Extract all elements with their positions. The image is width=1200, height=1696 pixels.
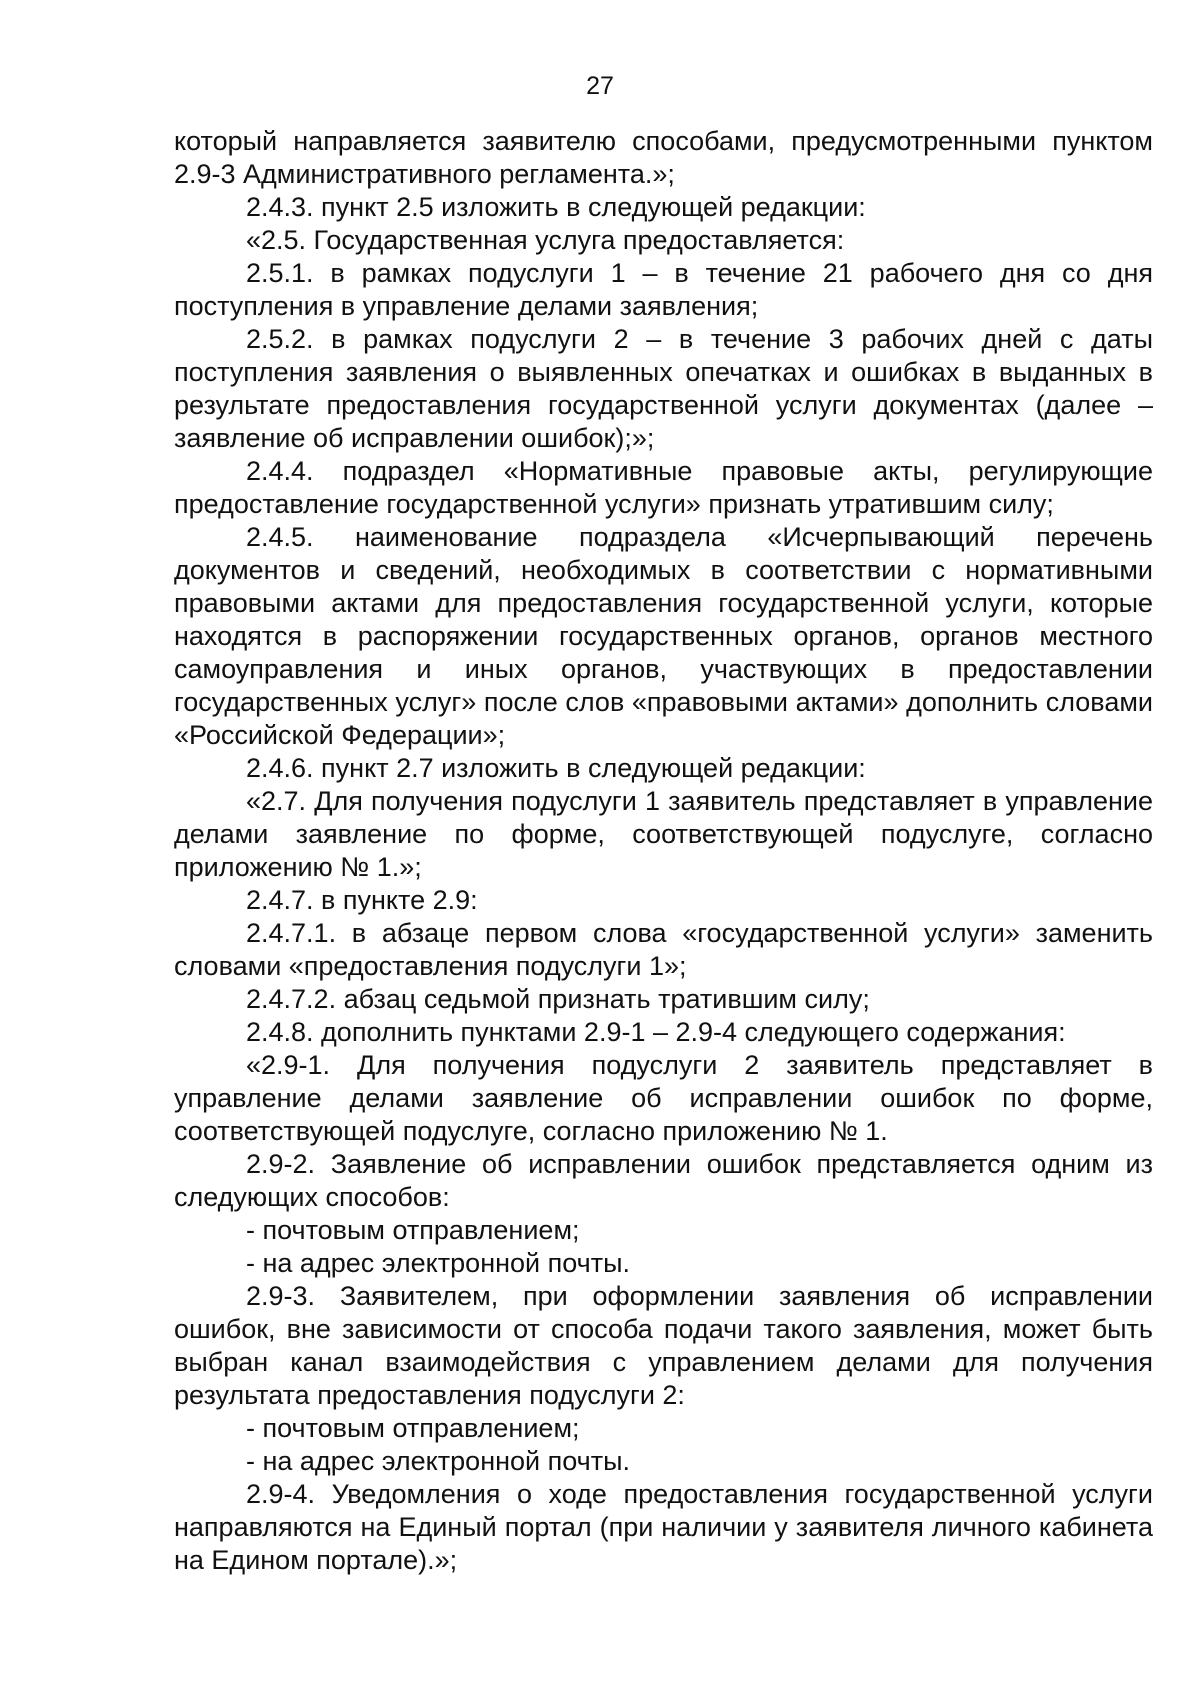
paragraph: который направляется заявителю способами, предусмотренными пунктом 2.9-3 Административного регламента.»; xyxy=(174,126,1153,189)
paragraph: 2.4.4. подраздел «Нормативные правовые акты, регулирующие предоставление государственной услуги» признать утратившим силу; xyxy=(174,456,1153,519)
paragraph: 2.4.6. пункт 2.7 изложить в следующей редакции: xyxy=(246,753,866,783)
paragraph: 2.4.7. в пункте 2.9: xyxy=(246,885,478,915)
paragraph: 2.4.5. наименование подраздела «Исчерпывающий перечень документов и сведений, необходимых в соответствии с нормативными правовыми актами для предоставления государственной услуги, которые находятся в распоряжении государственных органов, органов местного самоуправления и иных органов, участвующих в предоставлении государственных услуг» после слов «правовыми актами» дополнить словами «Российской Федерации»; xyxy=(174,522,1153,750)
paragraph: «2.9-1. Для получения подуслуги 2 заявитель представляет в управление делами заявление об исправлении ошибок по форме, соответствующей подуслуге, согласно приложению № 1. xyxy=(174,1050,1153,1146)
paragraph: - почтовым отправлением; xyxy=(246,1215,580,1245)
document-body xyxy=(174,125,1153,1577)
paragraph: 2.4.7.1. в абзаце первом слова «государственной услуги» заменить словами «предоставления подуслуги 1»; xyxy=(174,918,1153,981)
paragraph: «2.5. Государственная услуга предоставляется: xyxy=(246,225,845,255)
paragraph: 2.5.1. в рамках подуслуги 1 – в течение 21 рабочего дня со дня поступления в управление делами заявления; xyxy=(174,258,1153,321)
page-number: 27 xyxy=(586,72,614,100)
paragraph: 2.4.3. пункт 2.5 изложить в следующей редакции: xyxy=(246,192,866,222)
paragraph: 2.5.2. в рамках подуслуги 2 – в течение 3 рабочих дней с даты поступления заявления о выявленных опечатках и ошибках в выданных в результате предоставления государственной услуги документах (далее – заявление об исправлении ошибок);»; xyxy=(174,324,1153,453)
paragraph: 2.4.8. дополнить пунктами 2.9-1 – 2.9-4 следующего содержания: xyxy=(246,1017,1066,1047)
paragraph: - на адрес электронной почты. xyxy=(246,1248,630,1278)
paragraph: - на адрес электронной почты. xyxy=(246,1446,630,1476)
paragraph: 2.9-2. Заявление об исправлении ошибок представляется одним из следующих способов: xyxy=(174,1149,1153,1212)
paragraph: 2.9-3. Заявителем, при оформлении заявления об исправлении ошибок, вне зависимости от способа подачи такого заявления, может быть выбран канал взаимодействия с управлением делами для получения результата предоставления подуслуги 2: xyxy=(174,1281,1153,1410)
paragraph: - почтовым отправлением; xyxy=(246,1413,580,1443)
paragraph: 2.4.7.2. абзац седьмой признать тратившим силу; xyxy=(246,984,870,1014)
paragraph: «2.7. Для получения подуслуги 1 заявитель представляет в управление делами заявление по форме, соответствующей подуслуге, согласно приложению № 1.»; xyxy=(174,786,1153,882)
paragraph: 2.9-4. Уведомления о ходе предоставления государственной услуги направляются на Единый портал (при наличии у заявителя личного кабинета на Едином портале).»; xyxy=(174,1479,1153,1575)
